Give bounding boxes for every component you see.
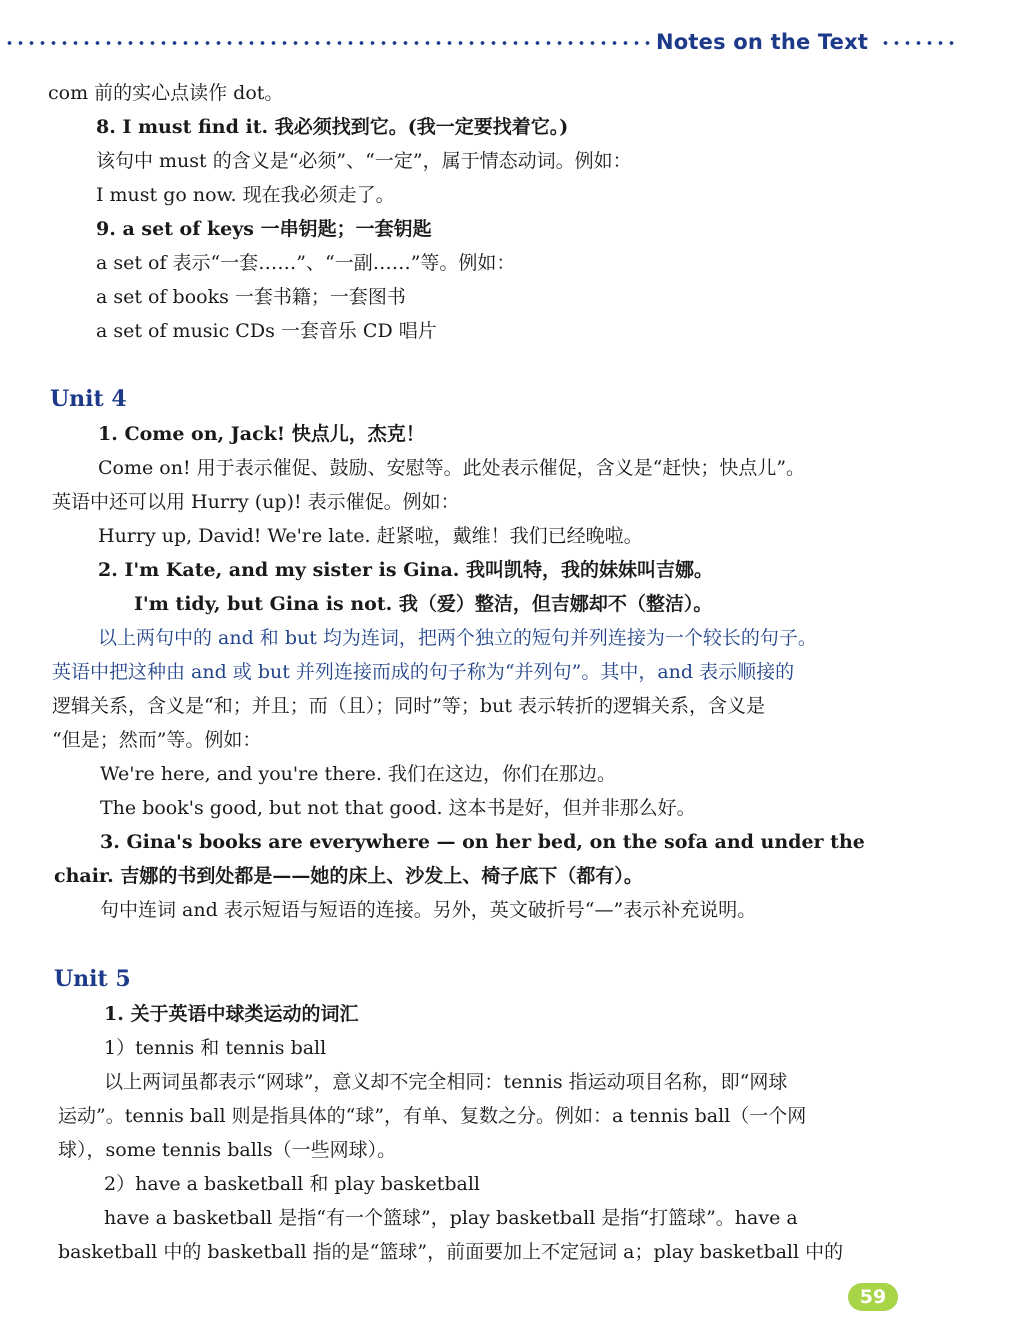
text-line: a set of 表示“一套……”、“一副……”等。例如： <box>96 252 516 274</box>
note-heading-2b: I'm tidy, but Gina is not. 我（爱）整洁，但吉娜却不（整洁）。 <box>134 593 713 615</box>
text-line: 以上两词虽都表示“网球”，意义却不完全相同：tennis 指运动项目名称，即“网球 <box>104 1071 788 1093</box>
text-line: 逻辑关系，含义是“和；并且；而（且）；同时”等；but 表示转折的逻辑关系，含义是 <box>52 695 766 717</box>
unit-5-heading: Unit 5 <box>54 966 131 992</box>
text-line: 英语中把这种由 and 或 but 并列连接而成的句子称为“并列句”。其中，and 表示顺接的 <box>52 661 795 683</box>
example-line: We're here, and you're there. 我们在这边，你们在那边。 <box>100 763 616 785</box>
text-line: com 前的实心点读作 dot。 <box>48 82 284 104</box>
text-line: “但是；然而”等。例如： <box>52 729 262 751</box>
text-line: 运动”。tennis ball 则是指具体的“球”，有单、复数之分。例如：a tennis ball（一个网 <box>58 1105 807 1127</box>
example-line: Hurry up, David! We're late. 赶紧啦，戴维！我们已经晚啦。 <box>98 525 643 547</box>
running-header <box>0 28 1024 62</box>
unit-4-heading: Unit 4 <box>50 386 127 412</box>
note-heading-3b: chair. 吉娜的书到处都是——她的床上、沙发上、椅子底下（都有）。 <box>54 865 643 887</box>
text-line: have a basketball 是指“有一个篮球”，play basketball 是指“打篮球”。have a <box>104 1207 798 1229</box>
example-line: a set of music CDs 一套音乐 CD 唱片 <box>96 320 437 342</box>
header-dots-left <box>4 40 652 46</box>
example-line: a set of books 一套书籍；一套图书 <box>96 286 406 308</box>
text-line: 以上两句中的 and 和 but 均为连词，把两个独立的短句并列连接为一个较长的句子。 <box>98 627 817 649</box>
note-heading-2: 2. I'm Kate, and my sister is Gina. 我叫凯特，我的妹妹叫吉娜。 <box>98 559 714 581</box>
page-number-badge: 59 <box>848 1283 898 1311</box>
text-line: 句中连词 and 表示短语与短语的连接。另外，英文破折号“—”表示补充说明。 <box>100 899 757 921</box>
note-heading-9: 9. a set of keys 一串钥匙；一套钥匙 <box>96 218 432 240</box>
note-heading-1: 1. Come on, Jack! 快点儿，杰克！ <box>98 423 425 445</box>
text-line: 球），some tennis balls（一些网球）。 <box>58 1139 397 1161</box>
header-title: Notes on the Text <box>656 30 869 54</box>
text-line: 该句中 must 的含义是“必须”、“一定”，属于情态动词。例如： <box>96 150 632 172</box>
note-heading-1: 1. 关于英语中球类运动的词汇 <box>104 1003 359 1025</box>
subheading-line: 1）tennis 和 tennis ball <box>104 1037 327 1059</box>
header-dots-right <box>880 40 954 46</box>
text-line: Come on! 用于表示催促、鼓励、安慰等。此处表示催促，含义是“赶快；快点儿”。 <box>98 457 806 479</box>
text-line: basketball 中的 basketball 指的是“篮球”，前面要加上不定冠词 a；play basketball 中的 <box>58 1241 844 1263</box>
example-line: The book's good, but not that good. 这本书是好，但并非那么好。 <box>100 797 696 819</box>
text-line: 英语中还可以用 Hurry (up)! 表示催促。例如： <box>52 491 460 513</box>
note-heading-3: 3. Gina's books are everywhere — on her bed, on the sofa and under the <box>100 831 865 853</box>
note-heading-8: 8. I must find it. 我必须找到它。(我一定要找着它。) <box>96 116 569 138</box>
subheading-line: 2）have a basketball 和 play basketball <box>104 1173 481 1195</box>
example-line: I must go now. 现在我必须走了。 <box>96 184 395 206</box>
